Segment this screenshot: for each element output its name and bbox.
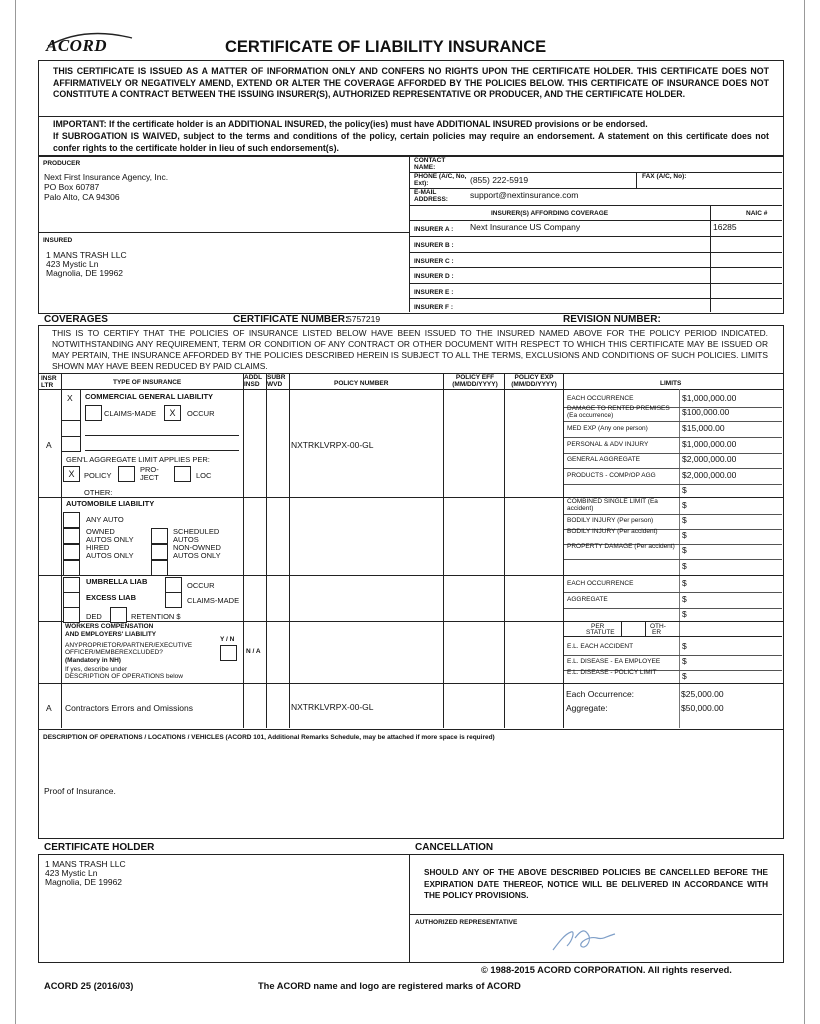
insured-label: INSURED (43, 237, 73, 244)
th-insr-ltr: INSR LTR (41, 375, 57, 389)
cancellation-label: CANCELLATION (415, 842, 494, 853)
insurer-label: INSURER A : (414, 226, 454, 233)
limit-value: $ (682, 609, 687, 619)
limit-label: COMBINED SINGLE LIMIT (Ea accident) (567, 498, 658, 512)
umbrella-checkbox[interactable] (63, 577, 80, 593)
gl-occur: OCCUR (187, 409, 215, 418)
coverages-statement: THIS IS TO CERTIFY THAT THE POLICIES OF INSURANCE LISTED BELOW HAVE BEEN ISSUED TO THE INSURED NAMED ABOVE FOR THE POLICY PERIOD INDICATED. NOTWITHSTANDING ANY REQUIREMENT, TERM OR CONDITION OF ANY CONTRACT OR OTHER DOCUMENT WITH RESPECT TO WHICH THIS CERTIFICATE MAY BE ISSUED OR MAY PERTAIN, THE INSURANCE AFFORDED BY THE POLICIES DESCRIBED HEREIN IS SUBJECT TO ALL THE TERMS, EXCLUSIONS AND CONDITIONS OF SUCH POLICIES. LIMITS SHOWN MAY HAVE BEEN REDUCED BY PAID CLAIMS. (52, 328, 768, 371)
description-box (38, 729, 784, 839)
wc-describe-2: DESCRIPTION OF OPERATIONS below (65, 673, 183, 680)
eo-limit-label-2: Aggregate: (566, 703, 608, 713)
insurer-label: INSURER D : (414, 273, 454, 280)
acord-logo-text: ACORD (46, 36, 108, 55)
limit-label: BODILY INJURY (Per accident) (567, 528, 658, 535)
limit-row-divider (564, 453, 782, 454)
auto-title: AUTOMOBILE LIABILITY (66, 499, 155, 508)
excess-checkbox[interactable] (63, 592, 80, 608)
umbrella-claims-made: CLAIMS-MADE (187, 596, 240, 605)
eo-insr-letter: A (46, 703, 52, 713)
auto-scheduled-2: AUTOS (173, 535, 199, 544)
holder-line1: 1 MANS TRASH LLC (45, 859, 126, 869)
limit-label: EACH OCCURRENCE (567, 580, 634, 587)
th-policy-number: POLICY NUMBER (334, 380, 389, 387)
insurer-label: INSURER F : (414, 304, 453, 311)
limit-row-divider (564, 514, 782, 515)
limit-row-divider (564, 468, 782, 469)
producer-line3: Palo Alto, CA 94306 (44, 192, 120, 202)
retention-checkbox[interactable] (110, 607, 127, 623)
auto-scheduled-1: SCHEDULED (173, 527, 220, 536)
ded-checkbox[interactable] (63, 607, 80, 623)
wc-proprietor-1: ANYPROPRIETOR/PARTNER/EXECUTIVE (65, 642, 193, 649)
claims-made-checkbox[interactable] (85, 405, 102, 421)
umbrella-ded: DED (86, 612, 102, 621)
cert-number: 5757219 (347, 314, 381, 324)
limit-value: $ (682, 561, 687, 571)
limit-value: $1,000,000.00 (682, 393, 737, 403)
wc-yn: Y / N (220, 636, 235, 643)
holder-label: CERTIFICATE HOLDER (44, 842, 155, 853)
insurer-label: INSURER C : (414, 258, 454, 265)
wc-per-statute-1: PER (591, 623, 605, 630)
description-label: DESCRIPTION OF OPERATIONS / LOCATIONS / VEHICLES (ACORD 101, Additional Remarks Schedule, may be attached if more space is required) (43, 734, 495, 741)
cancellation-text: SHOULD ANY OF THE ABOVE DESCRIBED POLICIES BE CANCELLED BEFORE THE EXPIRATION DATE THEREOF, NOTICE WILL BE DELIVERED IN ACCORDANCE WITH THE POLICY PROVISIONS. (424, 868, 768, 900)
copyright: © 1988-2015 ACORD CORPORATION. All rights reserved. (481, 965, 732, 975)
insurer-label: INSURER B : (414, 242, 454, 249)
insurer-label: INSURER E : (414, 289, 454, 296)
wc-mandatory: (Mandatory in NH) (65, 657, 121, 664)
occur-checkbox[interactable]: X (164, 405, 181, 421)
notice-text: THIS CERTIFICATE IS ISSUED AS A MATTER OF INFORMATION ONLY AND CONFERS NO RIGHTS UPON THE CERTIFICATE HOLDER. THIS CERTIFICATE DOES NOT AFFIRMATIVELY OR NEGATIVELY AMEND, EXTEND OR ALTER THE COVERAGE AFFORDED BY THE POLICIES BELOW. THIS CERTIFICATE OF INSURANCE DOES NOT CONSTITUTE A CONTRACT BETWEEN THE ISSUING INSURER(S), AUTHORIZED REPRESENTATIVE OR PRODUCER, AND THE CERTIFICATE HOLDER. (53, 66, 769, 99)
auto-blank-checkbox-1[interactable] (63, 560, 80, 576)
th-subr: SUBR WVD (267, 374, 286, 388)
eo-type: Contractors Errors and Omissions (65, 703, 194, 713)
limit-value: $1,000,000.00 (682, 439, 737, 449)
wc-describe-1: If yes, describe under (65, 666, 128, 673)
scheduled-autos-checkbox[interactable] (151, 528, 168, 544)
limit-row-divider (564, 559, 782, 560)
phone-label: PHONE (A/C, No, Ext): (414, 173, 467, 187)
auto-hired-2: AUTOS ONLY (86, 551, 134, 560)
signature-image (545, 920, 635, 956)
limit-row-divider (564, 592, 782, 593)
phone-value: (855) 222-5919 (470, 175, 529, 185)
insurer-row-divider (410, 283, 782, 284)
important-text-2: If SUBROGATION IS WAIVED, subject to the terms and conditions of the policy, certain policies may require an endorsement. A statement on this certificate does not confer rights to the certificate holder in lieu of such endorsement(s). (53, 131, 769, 153)
limit-value: $ (682, 594, 687, 604)
gl-project-2: JECT (140, 473, 159, 482)
producer-label: PRODUCER (43, 160, 81, 167)
limit-row-divider (564, 655, 782, 656)
gl-project-1: PRO- (140, 465, 159, 474)
umbrella-label: UMBRELLA LIAB (86, 577, 148, 586)
umbrella-occur: OCCUR (187, 581, 215, 590)
insured-line3: Magnolia, DE 19962 (46, 268, 124, 278)
holder-line2: 423 Mystic Ln (45, 868, 98, 878)
insurer-naic: 16285 (713, 222, 737, 232)
wc-na: N / A (246, 648, 261, 655)
limit-value: $ (682, 530, 687, 540)
description-text: Proof of Insurance. (44, 786, 116, 796)
limit-label: DAMAGE TO RENTED PREMISES (Ea occurrence) (567, 405, 670, 419)
limit-value: $ (682, 671, 687, 681)
excess-label: EXCESS LIAB (86, 593, 137, 602)
gl-title: COMMERCIAL GENERAL LIABILITY (85, 392, 214, 401)
limit-value: $ (682, 641, 687, 651)
th-type: TYPE OF INSURANCE (113, 379, 182, 386)
gl-loc: LOC (196, 471, 212, 480)
gl-policy: POLICY (84, 471, 112, 480)
trademark: The ACORD name and logo are registered marks of ACORD (258, 981, 521, 991)
limit-label: PRODUCTS - COMP/OP AGG (567, 472, 656, 479)
wc-oth-2: ER (652, 629, 662, 636)
gl-insr-letter: A (46, 440, 52, 450)
contact-name-label: CONTACT NAME: (414, 157, 446, 171)
holder-line3: Magnolia, DE 19962 (45, 877, 123, 887)
umbrella-retention: RETENTION $ (131, 612, 181, 621)
limit-label: EACH OCCURRENCE (567, 395, 634, 402)
fax-label: FAX (A/C, No): (642, 173, 687, 180)
limit-value: $ (682, 515, 687, 525)
eo-limit-value-2: $50,000.00 (681, 703, 724, 713)
gl-cgl-x: X (67, 393, 73, 403)
limit-value: $ (682, 656, 687, 666)
nonowned-autos-checkbox[interactable] (151, 544, 168, 560)
auto-owned-2: AUTOS ONLY (86, 535, 134, 544)
limit-row-divider (564, 437, 782, 438)
insurer-row-divider (410, 267, 782, 268)
limit-label: E.L. DISEASE - POLICY LIMIT (567, 669, 657, 676)
limit-label: AGGREGATE (567, 596, 608, 603)
gl-claims-made: CLAIMS-MADE (104, 409, 157, 418)
limit-row-divider (564, 484, 782, 485)
wc-title-2: AND EMPLOYERS' LIABILITY (65, 631, 157, 638)
policy-checkbox[interactable]: X (63, 466, 80, 482)
gl-aggregate-label: GEN'L AGGREGATE LIMIT APPLIES PER: (66, 455, 210, 464)
auto-blank-checkbox-2[interactable] (151, 560, 168, 576)
limit-value: $2,000,000.00 (682, 454, 737, 464)
limit-value: $2,000,000.00 (682, 470, 737, 480)
eo-limit-label-1: Each Occurrence: (566, 689, 635, 699)
insurer-row-divider (410, 236, 782, 237)
th-policy-eff: POLICY EFF (MM/DD/YYYY) (452, 374, 498, 388)
limit-label: E.L. DISEASE - EA EMPLOYEE (567, 658, 661, 665)
signature-icon (545, 920, 635, 956)
limit-row-divider (564, 608, 782, 609)
insurer-name: Next Insurance US Company (470, 222, 581, 232)
limit-label: GENERAL AGGREGATE (567, 456, 640, 463)
owned-autos-checkbox[interactable] (63, 528, 80, 544)
acord-logo (44, 30, 139, 58)
wc-excluded-checkbox[interactable] (220, 645, 237, 661)
auto-any-auto: ANY AUTO (86, 515, 124, 524)
producer-line2: PO Box 60787 (44, 182, 100, 192)
limit-value: $100,000.00 (682, 407, 730, 417)
insured-line1: 1 MANS TRASH LLC (46, 250, 127, 260)
limit-label: PROPERTY DAMAGE (Per accident) (567, 543, 675, 550)
insured-line2: 423 Mystic Ln (46, 259, 99, 269)
cert-number-label: CERTIFICATE NUMBER: (233, 314, 349, 325)
limit-value: $ (682, 545, 687, 555)
limit-label: MED EXP (Any one person) (567, 425, 648, 432)
auto-owned-1: OWNED (86, 527, 115, 536)
limit-value: $15,000.00 (682, 423, 725, 433)
form-number: ACORD 25 (2016/03) (44, 981, 134, 991)
auto-nonowned-2: AUTOS ONLY (173, 551, 221, 560)
limit-value: $ (682, 485, 687, 495)
important-text-1: IMPORTANT: If the certificate holder is an ADDITIONAL INSURED, the policy(ies) must have ADDITIONAL INSURED provisions or be endorsed. (53, 119, 648, 129)
eo-limit-value-1: $25,000.00 (681, 689, 724, 699)
insurer-row-divider (410, 220, 782, 221)
gl-policy-number: NXTRKLVRPX-00-GL (291, 440, 374, 450)
coverages-label: COVERAGES (44, 314, 108, 325)
insurer-row-divider (410, 252, 782, 253)
hired-autos-checkbox[interactable] (63, 544, 80, 560)
wc-title-1: WORKERS COMPENSATION (65, 623, 154, 630)
umbrella-occur-checkbox[interactable] (165, 577, 182, 593)
auto-hired-1: HIRED (86, 543, 110, 552)
th-limits: LIMITS (660, 380, 682, 387)
revision-label: REVISION NUMBER: (563, 314, 661, 325)
limit-label: PERSONAL & ADV INJURY (567, 441, 649, 448)
any-auto-checkbox[interactable] (63, 512, 80, 528)
producer-line1: Next First Insurance Agency, Inc. (44, 172, 169, 182)
page-title: CERTIFICATE OF LIABILITY INSURANCE (225, 38, 547, 56)
insurer-row-divider (410, 298, 782, 299)
email-value: support@nextinsurance.com (470, 190, 579, 200)
gl-other: OTHER: (84, 488, 113, 497)
limit-value: $ (682, 500, 687, 510)
insurers-header: INSURER(S) AFFORDING COVERAGE (491, 210, 609, 217)
th-addl: ADDL INSD (244, 374, 262, 388)
th-policy-exp: POLICY EXP (MM/DD/YYYY) (511, 374, 557, 388)
project-checkbox[interactable] (118, 466, 135, 482)
limit-label: BODILY INJURY (Per person) (567, 517, 654, 524)
wc-oth-1: OTH- (650, 623, 666, 630)
limit-value: $ (682, 578, 687, 588)
wc-proprietor-2: OFFICER/MEMBEREXCLUDED? (65, 649, 163, 656)
email-label: E-MAIL ADDRESS: (414, 189, 448, 203)
naic-header: NAIC # (746, 210, 768, 217)
eo-policy-number: NXTRKLVRPX-00-GL (291, 702, 374, 712)
claims-made-umbrella-checkbox[interactable] (165, 592, 182, 608)
loc-checkbox[interactable] (174, 466, 191, 482)
wc-per-statute-2: STATUTE (586, 629, 615, 636)
auto-nonowned-1: NON-OWNED (173, 543, 221, 552)
limit-label: E.L. EACH ACCIDENT (567, 643, 634, 650)
auth-rep-label: AUTHORIZED REPRESENTATIVE (415, 919, 518, 926)
limit-row-divider (564, 421, 782, 422)
